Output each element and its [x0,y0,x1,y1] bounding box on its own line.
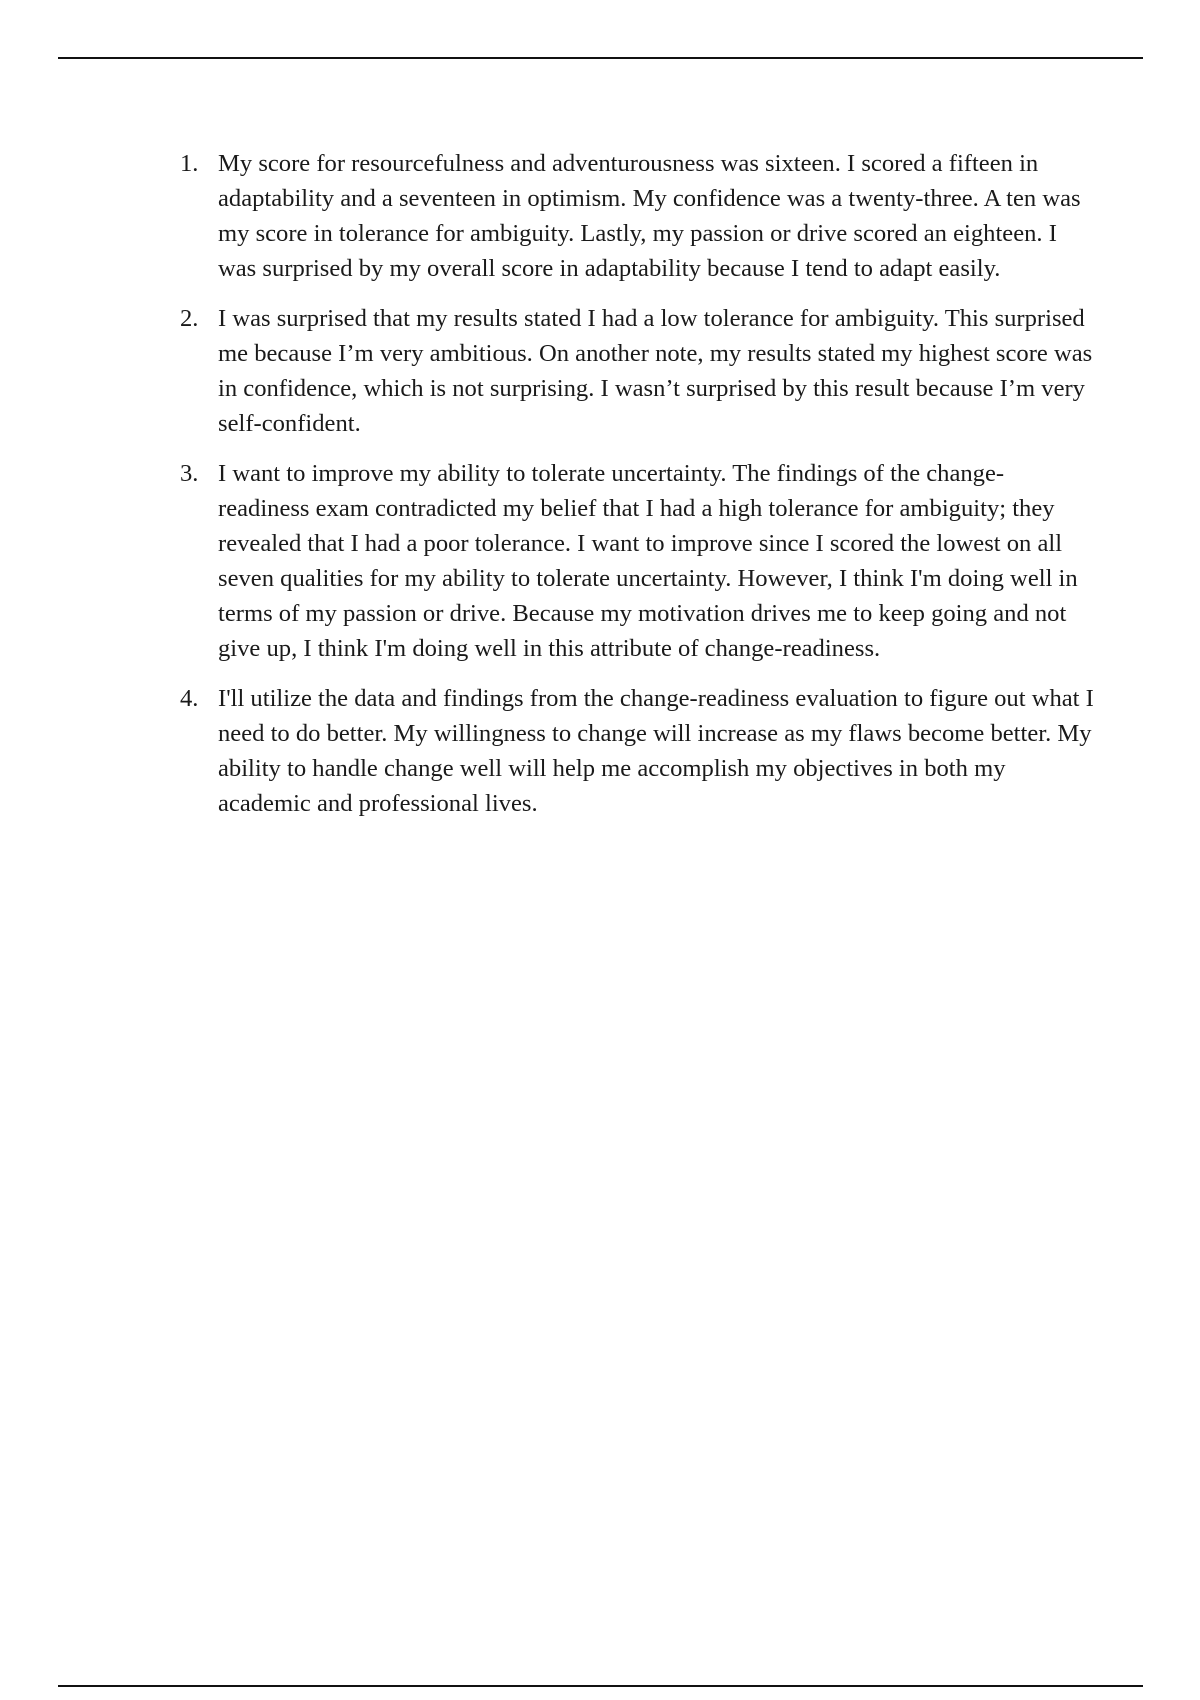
answer-number: 3. [180,460,199,487]
answer-item-3 [180,456,1095,666]
answer-list [180,146,1095,836]
answer-item-1 [180,146,1095,286]
answer-text: My score for resourcefulness and adventurousness was sixteen. I scored a fifteen in adaptability and a seventeen in optimism. My confidence was a twenty-three. A ten was my score in tolerance for ambiguity. Lastly, my passion or drive scored an eighteen. I was surprised by my overall score in adaptability because I tend to adapt easily. [218,150,1081,282]
answer-item-4 [180,681,1095,821]
answer-number: 4. [180,685,199,712]
answer-number: 2. [180,305,199,332]
answer-item-2 [180,301,1095,441]
answer-number: 1. [180,150,199,177]
answer-text: I want to improve my ability to tolerate uncertainty. The findings of the change-readiness exam contradicted my belief that I had a high tolerance for ambiguity; they revealed that I had a poor tolerance. I want to improve since I scored the lowest on all seven qualities for my ability to tolerate uncertainty. However, I think I'm doing well in terms of my passion or drive. Because my motivation drives me to keep going and not give up, I think I'm doing well in this attribute of change-readiness. [218,460,1078,662]
answer-text: I was surprised that my results stated I had a low tolerance for ambiguity. This surprised me because I’m very ambitious. On another note, my results stated my highest score was in confidence, which is not surprising. I wasn’t surprised by this result because I’m very self-confident. [218,305,1093,437]
answer-text: I'll utilize the data and findings from the change-readiness evaluation to figure out what I need to do better. My willingness to change will increase as my flaws become better. My ability to handle change well will help me accomplish my objectives in both my academic and professional lives. [218,685,1094,817]
bottom-rule [58,1685,1143,1687]
top-rule [58,57,1143,59]
